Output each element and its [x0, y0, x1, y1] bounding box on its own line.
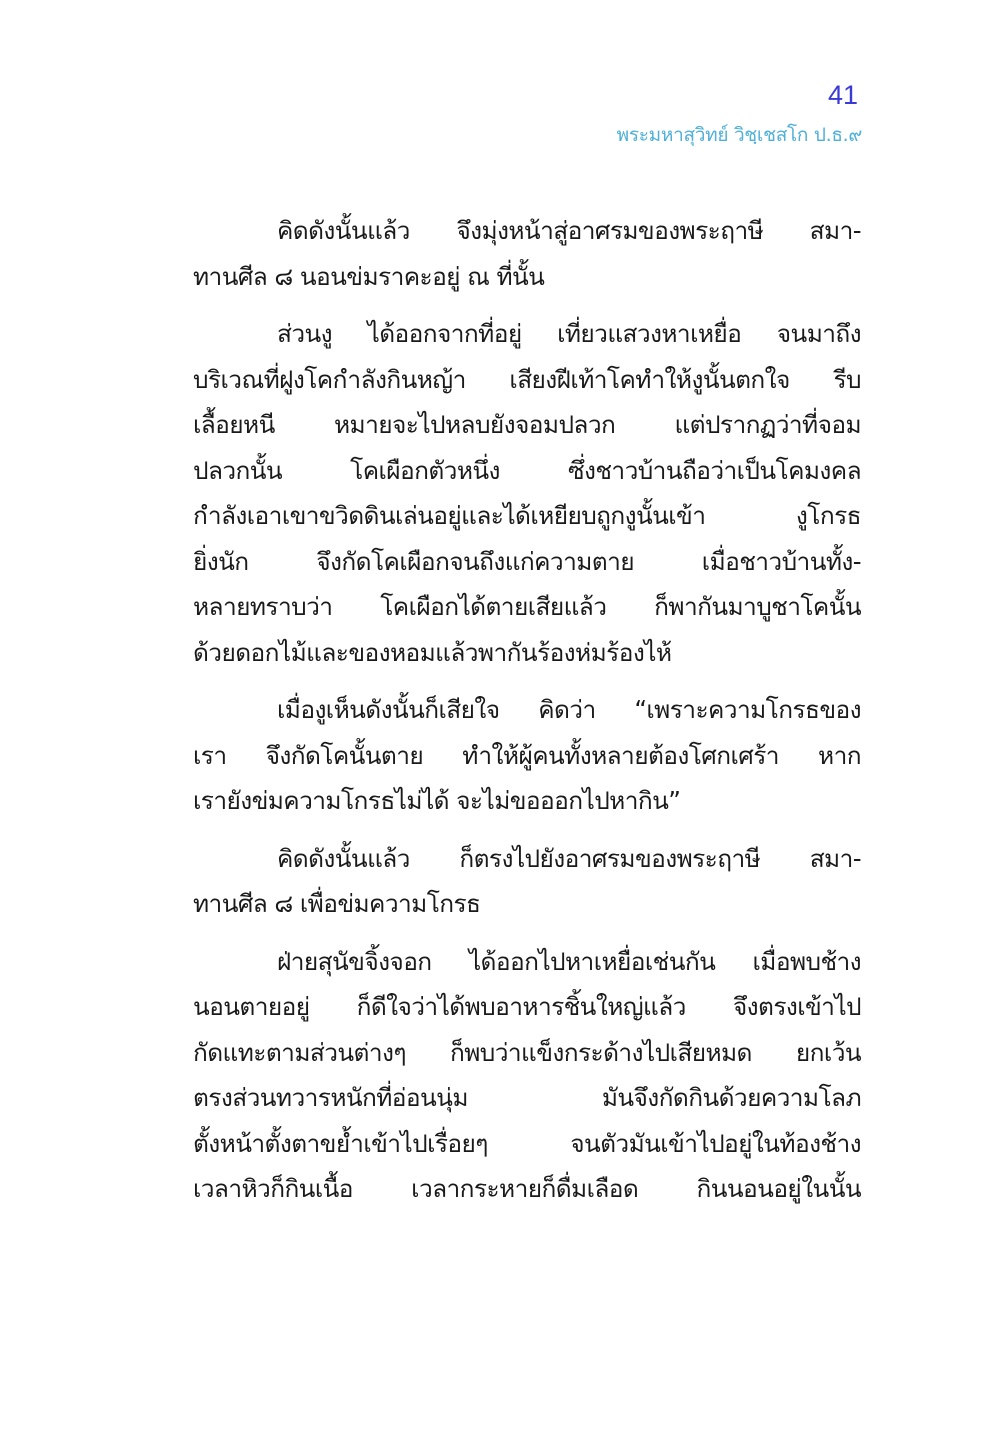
author-name: พระมหาสุวิทย์ วิชฺเชสโก ป.ธ.๙ [616, 124, 862, 146]
text-line: ปลวกนั้น โคเผือกตัวหนึ่ง ซึ่งชาวบ้านถือว่าเป็นโคมงคล [193, 455, 861, 485]
text-line: ฝ่ายสุนัขจิ้งจอก ได้ออกไปหาเหยื่อเช่นกัน เมื่อพบช้าง [277, 946, 861, 976]
text-line: เลื้อยหนี หมายจะไปหลบยังจอมปลวก แต่ปรากฏว่าที่จอม [193, 410, 861, 439]
text-line: บริเวณที่ฝูงโคกำลังกินหญ้า เสียงฝีเท้าโคทำให้งูนั้นตกใจ รีบ [193, 364, 861, 394]
paragraph [193, 836, 861, 927]
text-line: หลายทราบว่า โคเผือกได้ตายเสียแล้ว ก็พากันมาบูชาโคนั้น [193, 592, 861, 621]
text-line: คิดดังนั้นแล้ว ก็ตรงไปยังอาศรมของพระฤาษี สมา- [277, 843, 861, 873]
text-line: ตรงส่วนทวารหนักที่อ่อนนุ่ม มันจึงกัดกินด้วยความโลภ [193, 1083, 861, 1112]
text-line: ด้วยดอกไม้และของหอมแล้วพากันร้องห่มร้องไห้ [193, 637, 672, 667]
paragraph [193, 939, 861, 1212]
page-header [617, 78, 862, 150]
text-line: คิดดังนั้นแล้ว จึงมุ่งหน้าสู่อาศรมของพระฤาษี สมา- [277, 216, 861, 245]
text-line: เมื่องูเห็นดังนั้นก็เสียใจ คิดว่า “เพราะความโกรธของ [277, 695, 861, 724]
text-line: ยิ่งนัก จึงกัดโคเผือกจนถึงแก่ความตาย เมื่อชาวบ้านทั้ง- [193, 546, 861, 576]
paragraph [193, 687, 861, 824]
body-text [193, 208, 861, 1224]
text-line: ทานศีล ๘ นอนข่มราคะอยู่ ณ ที่นั้น [193, 261, 545, 291]
text-line: กำลังเอาเขาขวิดดินเล่นอยู่และได้เหยียบถูกงูนั้นเข้า งูโกรธ [193, 501, 861, 530]
text-line: เรายังข่มความโกรธไม่ได้ จะไม่ขอออกไปหากิน” [193, 786, 681, 815]
text-line: เรา จึงกัดโคนั้นตาย ทำให้ผู้คนทั้งหลายต้องโศกเศร้า หาก [193, 740, 861, 770]
paragraph [193, 311, 861, 675]
text-line: ส่วนงู ได้ออกจากที่อยู่ เที่ยวแสวงหาเหยื่อ จนมาถึง [277, 319, 861, 348]
text-line: ตั้งหน้าตั้งตาขย้ำเข้าไปเรื่อยๆ จนตัวมันเข้าไปอยู่ในท้องช้าง [193, 1128, 861, 1158]
text-line: กัดแทะตามส่วนต่างๆ ก็พบว่าแข็งกระด้างไปเสียหมด ยกเว้น [193, 1037, 861, 1067]
text-line: นอนตายอยู่ ก็ดีใจว่าได้พบอาหารชิ้นใหญ่แล้ว จึงตรงเข้าไป [193, 992, 861, 1021]
page-number: 41 [827, 80, 858, 110]
text-line: เวลาหิวก็กินเนื้อ เวลากระหายก็ดื่มเลือด กินนอนอยู่ในนั้น [193, 1174, 861, 1203]
text-line: ทานศีล ๘ เพื่อข่มความโกรธ [193, 889, 481, 918]
paragraph [193, 208, 861, 299]
